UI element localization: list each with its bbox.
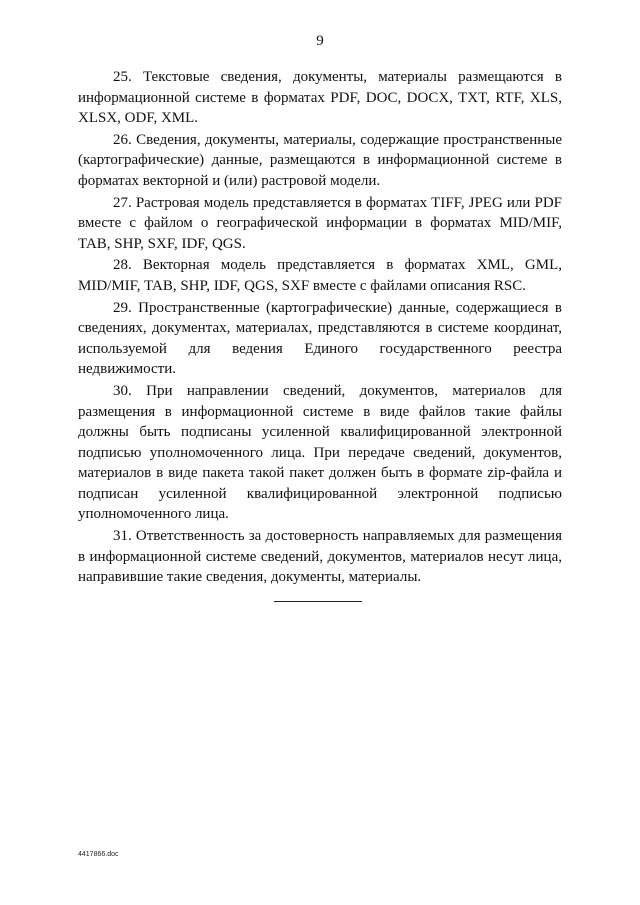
- paragraph-26: 26. Сведения, документы, материалы, содержащие пространственные (картографические) данные, размещаются в информационной системе в форматах векторной и (или) растровой модели.: [78, 131, 562, 189]
- page-number: 9: [316, 33, 324, 49]
- paragraph-28: 28. Векторная модель представляется в форматах XML, GML, MID/MIF, TAB, SHP, IDF, QGS, SXF вместе с файлами описания RSC.: [78, 257, 562, 294]
- document-body: [78, 67, 562, 589]
- paragraph-27: 27. Растровая модель представляется в форматах TIFF, JPEG или PDF вместе с файлом о географической информации в форматах MID/MIF, TAB, SHP, SXF, IDF, QGS.: [78, 194, 562, 252]
- footer-file-name: 4417866.doc: [78, 851, 119, 858]
- paragraph-31: 31. Ответственность за достоверность направляемых для размещения в информационной системе сведений, документов, материалов несут лица, направившие такие сведения, документы, материалы.: [78, 528, 562, 586]
- paragraph-25: 25. Текстовые сведения, документы, материалы размещаются в информационной системе в форматах PDF, DOC, DOCX, TXT, RTF, XLS, XLSX, ODF, XML.: [78, 69, 562, 127]
- end-separator-line: [274, 601, 362, 602]
- paragraph-29: 29. Пространственные (картографические) данные, содержащиеся в сведениях, документах, материалах, представляются в системе координат, используемой для ведения Единого государственного реестра недвижимости.: [78, 299, 562, 378]
- paragraph-30: 30. При направлении сведений, документов, материалов для размещения в информационной системе в виде файлов такие файлы должны быть подписаны усиленной квалифицированной электронной подписью уполномоченного лица. При передаче сведений, документов, материалов в виде пакета такой пакет должен быть в формате zip-файла и подписан усиленной квалифицированной электронной подписью уполномоченного лица.: [78, 382, 562, 523]
